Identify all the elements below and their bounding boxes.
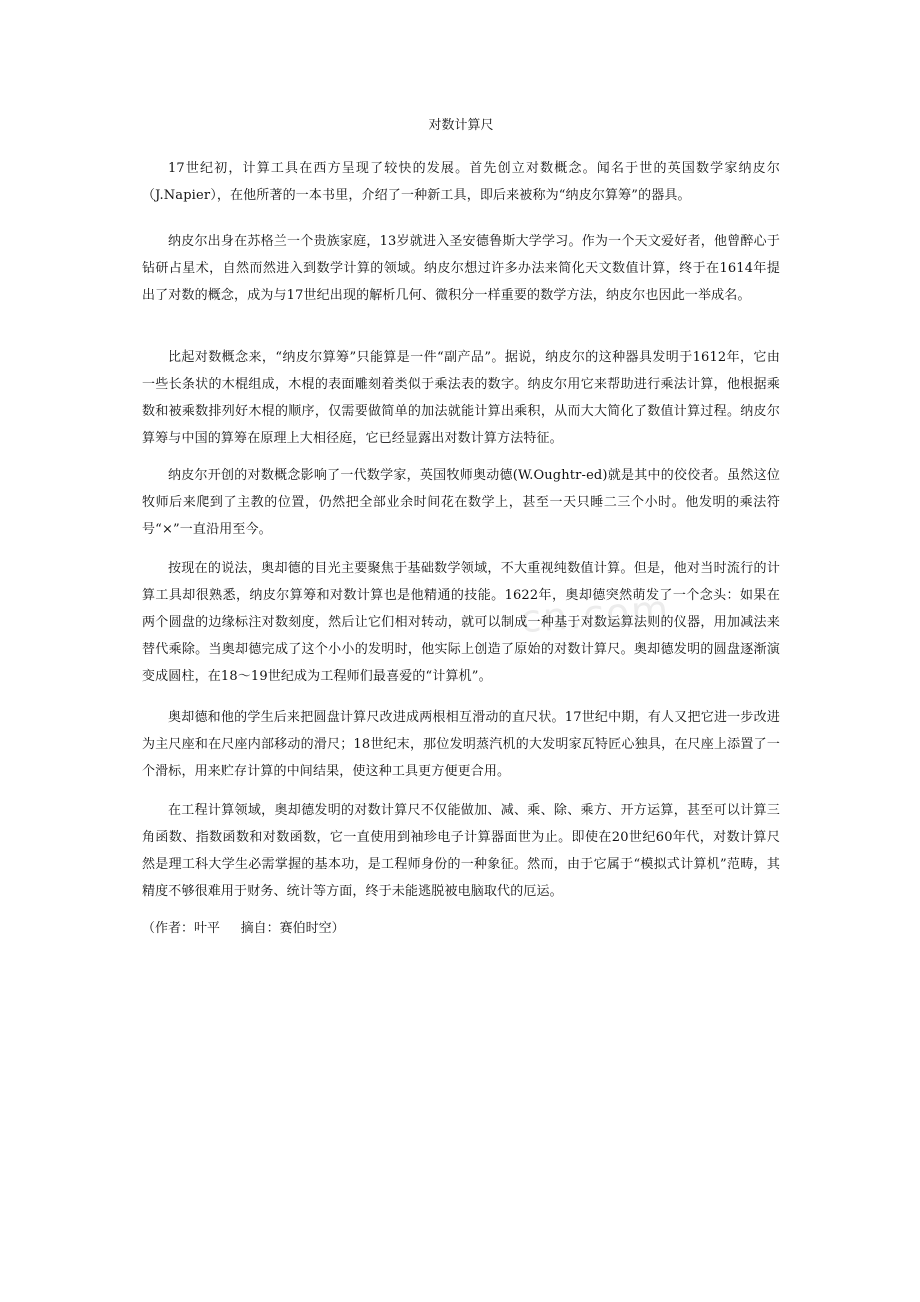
paragraph-5: 按现在的说法，奥却德的目光主要聚焦于基础数学领域，不大重视纯数值计算。但是，他对当时流行的计算工具却很熟悉，纳皮尔算筹和对数计算也是他精通的技能。1622年，奥却德突然萌发了一个念头：如果在两个圆盘的边缘标注对数刻度，然后让它们相对转动，就可以制成一种基于对数运算法则的仪器，用加减法来替代乘除。当奥却德完成了这个小小的发明时，他实际上创造了原始的对数计算尺。奥却德发明的圆盘逐渐演变成圆柱，在18～19世纪成为工程师们最喜爱的“计算机”。 <box>142 561 780 684</box>
paragraph-3: 比起对数概念来，“纳皮尔算筹”只能算是一件“副产品”。据说，纳皮尔的这种器具发明于1612年，它由一些长条状的木棍组成，木棍的表面雕刻着类似于乘法表的数字。纳皮尔用它来帮助进行乘法计算，他根据乘数和被乘数排列好木棍的顺序，仅需要做简单的加法就能计算出乘积，从而大大简化了数值计算过程。纳皮尔算筹与中国的算筹在原理上大相径庭，它已经显露出对数计算方法特征。 <box>142 350 780 446</box>
watermark: cn.com <box>518 586 672 642</box>
paragraph-2: 纳皮尔出身在苏格兰一个贵族家庭，13岁就进入圣安德鲁斯大学学习。作为一个天文爱好者，他曾醉心于钻研占星术，自然而然进入到数学计算的领域。纳皮尔想过许多办法来简化天文数值计算，终于在1614年提出了对数的概念，成为与17世纪出现的解析几何、微积分一样重要的数学方法，纳皮尔也因此一举成名。 <box>142 234 780 303</box>
document-title: 对数计算尺 <box>428 118 494 133</box>
paragraph-7: 在工程计算领域，奥却德发明的对数计算尺不仅能做加、减、乘、除、乘方、开方运算，甚至可以计算三角函数、指数函数和对数函数，它一直使用到袖珍电子计算器面世为止。即使在20世纪60年代，对数计算尺然是理工科大学生必需掌握的基本功，是工程师身份的一种象征。然而，由于它属于“模拟式计算机”范畴，其精度不够很难用于财务、统计等方面，终于未能逃脱被电脑取代的厄运。 <box>142 803 780 899</box>
paragraph-6: 奥却德和他的学生后来把圆盘计算尺改进成两根相互滑动的直尺状。17世纪中期，有人又把它进一步改进为主尺座和在尺座内部移动的滑尺；18世纪末，那位发明蒸汽机的大发明家瓦特匠心独具，在尺座上添置了一个滑标，用来贮存计算的中间结果，使这种工具更方便更合用。 <box>142 710 780 779</box>
paragraph-4: 纳皮尔开创的对数概念影响了一代数学家，英国牧师奥动德(W.Oughtr-ed)就是其中的佼佼者。虽然这位牧师后来爬到了主教的位置，仍然把全部业余时间花在数学上，甚至一天只睡二三个小时。他发明的乘法符号“×”一直沿用至今。 <box>142 468 780 537</box>
paragraph-1: 17世纪初，计算工具在西方呈现了较快的发展。首先创立对数概念。闻名于世的英国数学家纳皮尔（J.Napier），在他所著的一本书里，介绍了一种新工具，即后来被称为“纳皮尔算筹”的器具。 <box>142 161 780 203</box>
byline: （作者：叶平 摘自：赛伯时空） <box>142 921 345 936</box>
